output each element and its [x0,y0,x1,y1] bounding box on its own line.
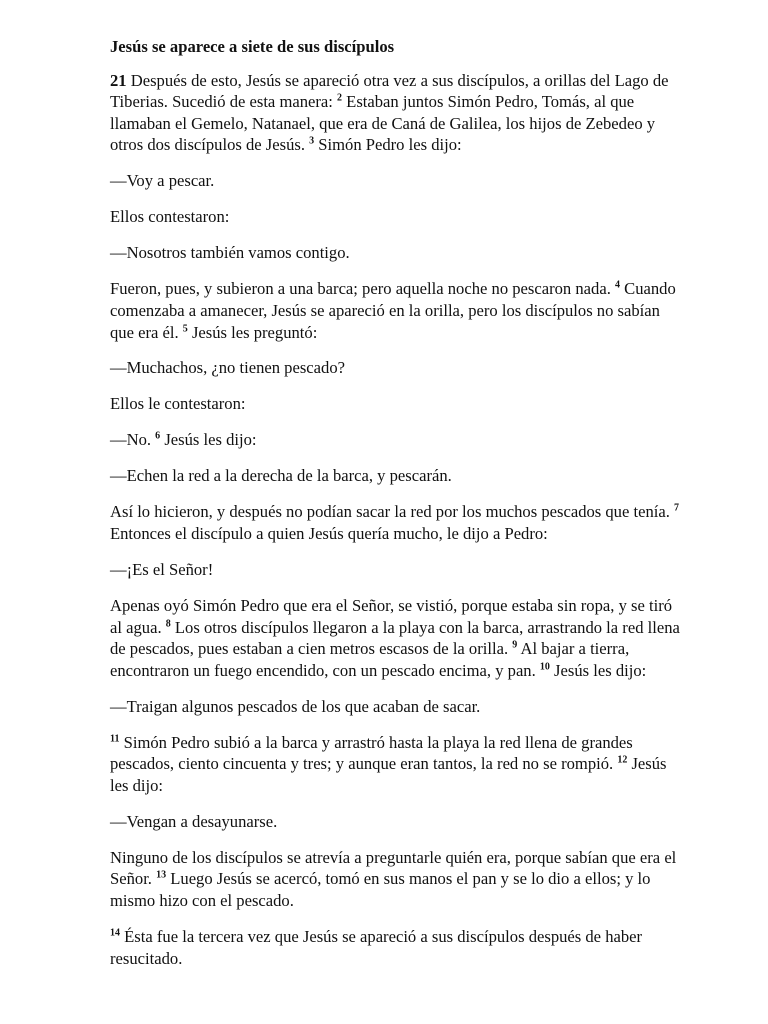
paragraph [110,595,688,681]
verse-number: 11 [110,733,120,745]
paragraph-text: —Traigan algunos pescados de los que acaban de sacar. [110,696,481,716]
paragraph-text: —Nosotros también vamos contigo. [110,243,350,263]
paragraph [110,278,688,343]
paragraph [110,429,688,451]
paragraph-text: —Echen la red a la derecha de la barca, y pescarán. [110,466,452,486]
paragraph [110,559,688,581]
section-heading: Jesús se aparece a siete de sus discípulos [110,37,395,56]
paragraph [110,357,688,379]
paragraph-text: Jesús les dijo: [549,660,647,680]
chapter-number: 21 [110,70,127,90]
paragraph [110,465,688,487]
verse-number: 6 [155,430,161,442]
paragraph-text: Ésta fue la tercera vez que Jesús se apareció a sus discípulos después de haber resucitado. [110,927,643,968]
paragraph-text: Simón Pedro subió a la barca y arrastró hasta la playa la red llena de grandes pescados, ciento cincuenta y tres; y aunque eran tantos, la red no se rompió. [110,732,633,774]
paragraph [110,70,688,156]
paragraph [110,206,688,228]
paragraph-text: Ninguno de los discípulos se atrevía a preguntarle quién era, porque sabían que era el Señor. [110,847,677,889]
paragraph [110,811,688,833]
verse-number: 7 [674,502,680,514]
verse-number: 8 [165,618,171,630]
paragraph [110,847,688,912]
paragraph-text: Jesús les preguntó: [187,322,318,342]
paragraph-text: Luego Jesús se acercó, tomó en sus manos el pan y se lo dio a ellos; y lo mismo hizo con el pescado. [110,869,651,911]
paragraph-text: Jesús les dijo: [160,430,257,450]
paragraph-text: —Vengan a desayunarse. [110,811,278,831]
paragraph-text: —Voy a pescar. [110,171,215,191]
paragraph-text: Apenas oyó Simón Pedro que era el Señor, se vistió, porque estaba sin ropa, y se tiró al agua. [110,595,673,637]
paragraph-text: Cuando comenzaba a amanecer, Jesús se apareció en la orilla, pero los discípulos no sabían que era él. [110,279,676,342]
paragraph-text: Fueron, pues, y subieron a una barca; pero aquella noche no pescaron nada. [110,279,615,299]
paragraph [110,926,688,969]
paragraph [110,732,688,797]
paragraph-text: Así lo hicieron, y después no podían sacar la red por los muchos pescados que tenía. [110,502,675,522]
verse-number: 2 [337,92,343,104]
verse-number: 5 [182,322,188,334]
paragraph [110,242,688,264]
paragraph-text: Estaban juntos Simón Pedro, Tomás, al que llamaban el Gemelo, Natanael, que era de Caná de Galilea, los hijos de Zebedeo y otros dos discípulos de Jesús. [110,92,656,155]
paragraph-text: Simón Pedro les dijo: [314,135,462,155]
paragraph-text: —No. [110,430,156,450]
paragraph-text: —Muchachos, ¿no tienen pescado? [110,358,345,378]
paragraph-text: Al bajar a tierra, encontraron un fuego encendido, con un pescado encima, y pan. [110,639,630,680]
verse-number: 3 [309,135,315,147]
verse-number: 13 [156,869,167,881]
paragraph [110,393,688,415]
paragraph-text: —¡Es el Señor! [110,560,214,579]
paragraph-text: Ellos contestaron: [110,207,230,227]
verse-number: 12 [617,754,628,766]
paragraph-text: Entonces el discípulo a quien Jesús quería mucho, le dijo a Pedro: [110,524,548,544]
paragraph-text: Ellos le contestaron: [110,394,246,414]
paragraph-text: Después de esto, Jesús se apareció otra vez a sus discípulos, a orillas del Lago de Tiberias. Sucedió de esta manera: [110,70,669,112]
paragraph [110,501,688,544]
verse-number: 14 [110,927,120,939]
verse-number: 9 [512,639,518,651]
paragraph-text: Jesús les dijo: [110,754,667,795]
document-body [110,70,688,970]
verse-number: 4 [615,279,620,291]
paragraph [110,170,688,192]
paragraph-text: Los otros discípulos llegaron a la playa con la barca, arrastrando la red llena de pescados, pues estaban a cien metros escasos de la orilla. [110,617,680,659]
paragraph [110,696,688,718]
verse-number: 10 [539,661,550,673]
